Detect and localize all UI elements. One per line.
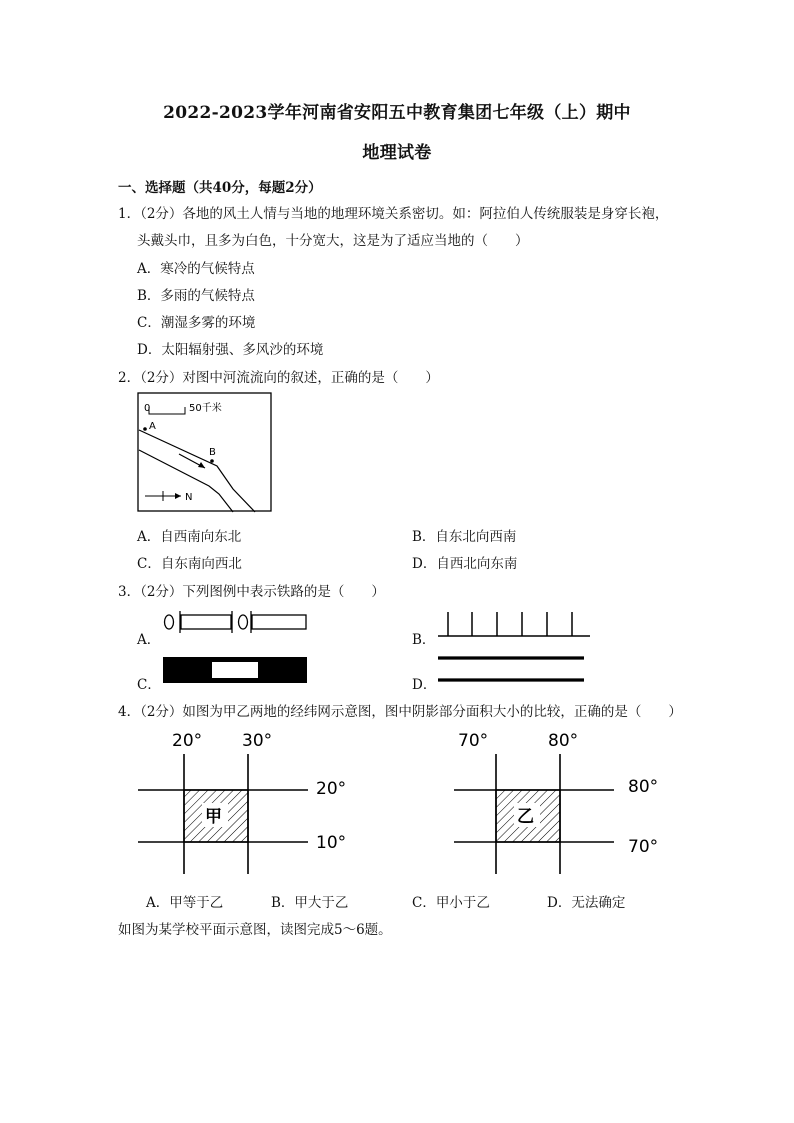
q2-option-a: A．自西南向东北 bbox=[137, 529, 242, 545]
q3-option-b-label: B． bbox=[412, 632, 436, 648]
q3-option-c-label: C． bbox=[137, 677, 161, 693]
q3-stem: 3．（2分）下列图例中表示铁路的是（ ） bbox=[118, 584, 385, 600]
lat-label-70: 70° bbox=[628, 837, 659, 857]
q1-stem-line2: 头戴头巾，且多为白色，十分宽大，这是为了适应当地的（ ） bbox=[137, 233, 529, 249]
lat-label-20: 20° bbox=[316, 779, 347, 799]
grid-jia-figure bbox=[138, 724, 364, 880]
north-label: N bbox=[185, 492, 193, 503]
q2-option-d: D．自西北向东南 bbox=[412, 556, 518, 572]
area-label-yi: 乙 bbox=[517, 807, 534, 827]
lon-label-80: 80° bbox=[548, 731, 579, 751]
q1-option-b: B．多雨的气候特点 bbox=[137, 288, 255, 304]
point-b-marker bbox=[210, 459, 214, 463]
q4-option-c: C．甲小于乙 bbox=[412, 895, 490, 911]
river-map-figure bbox=[137, 392, 273, 513]
point-a-label: A bbox=[149, 421, 156, 432]
area-label-jia: 甲 bbox=[205, 807, 222, 827]
legend-d-symbol bbox=[436, 650, 586, 688]
q4-stem: 4．（2分）如图为甲乙两地的经纬网示意图，图中阴影部分面积大小的比较，正确的是（ ） bbox=[118, 704, 682, 720]
q3-option-d-label: D． bbox=[412, 677, 437, 693]
q2-option-b: B．自东北向西南 bbox=[412, 529, 517, 545]
lon-label-30: 30° bbox=[242, 731, 273, 751]
section-heading: 一、选择题（共40分，每题2分） bbox=[118, 180, 322, 196]
scale-zero-label: 0 bbox=[144, 403, 151, 414]
lon-label-70: 70° bbox=[458, 731, 489, 751]
lat-label-80: 80° bbox=[628, 777, 659, 797]
q2-stem: 2．（2分）对图中河流流向的叙述，正确的是（ ） bbox=[118, 370, 439, 386]
scale-distance-label: 50千米 bbox=[189, 403, 222, 414]
exam-title-line2: 地理试卷 bbox=[362, 143, 432, 163]
q1-option-a: A．寒冷的气候特点 bbox=[137, 261, 255, 277]
point-b-label: B bbox=[209, 447, 216, 458]
q1-option-d: D．太阳辐射强、多风沙的环境 bbox=[137, 342, 324, 358]
grid-yi-figure bbox=[452, 724, 678, 880]
q1-option-c: C．潮湿多雾的环境 bbox=[137, 315, 256, 331]
q4-option-a: A．甲等于乙 bbox=[146, 895, 224, 911]
q1-stem-line1: 1．（2分）各地的风土人情与当地的地理环境关系密切。如：阿拉伯人传统服装是身穿长袍， bbox=[118, 206, 669, 222]
q5-6-intro: 如图为某学校平面示意图，读图完成5～6题。 bbox=[118, 922, 392, 938]
q4-option-d: D．无法确定 bbox=[547, 895, 626, 911]
q4-option-b: B．甲大于乙 bbox=[271, 895, 349, 911]
point-a-marker bbox=[143, 427, 147, 431]
legend-a-symbol bbox=[160, 608, 310, 636]
exam-title-line1: 2022-2023学年河南省安阳五中教育集团七年级（上）期中 bbox=[163, 103, 631, 123]
q2-option-c: C．自东南向西北 bbox=[137, 556, 242, 572]
lon-label-20: 20° bbox=[172, 731, 203, 751]
legend-c-symbol bbox=[162, 656, 308, 684]
q3-option-a-label: A． bbox=[137, 632, 161, 648]
lat-label-10: 10° bbox=[316, 833, 347, 853]
legend-b-symbol bbox=[436, 608, 592, 642]
